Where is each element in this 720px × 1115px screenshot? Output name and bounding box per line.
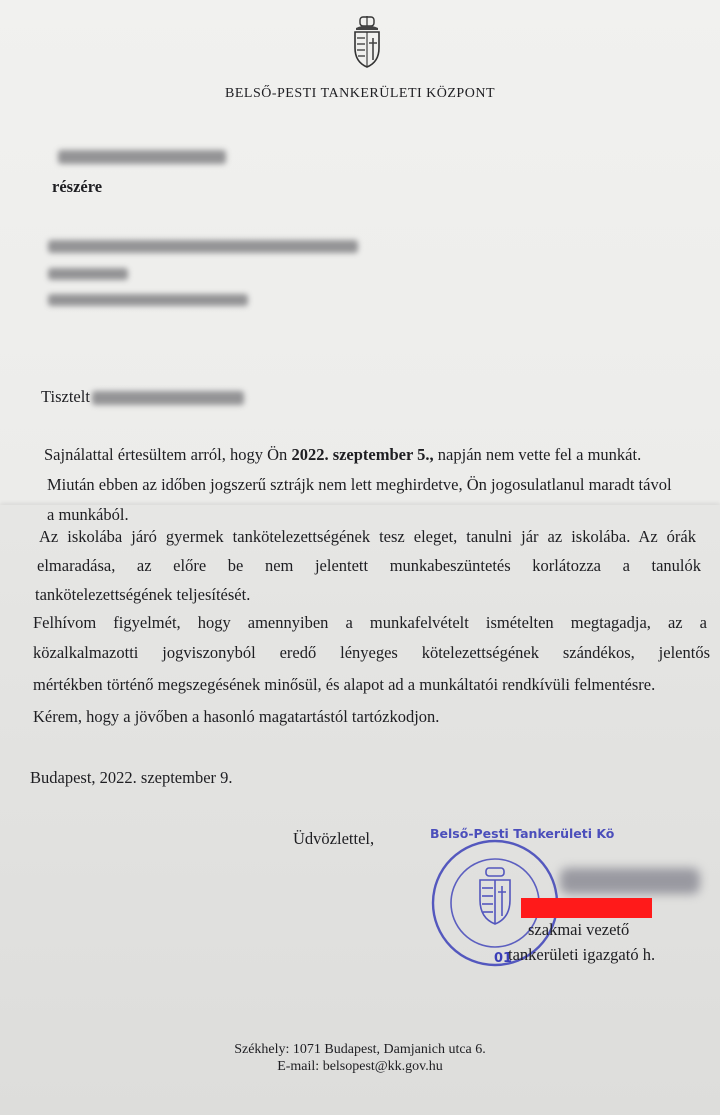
body-p4: Kérem, hogy a jövőben a hasonló magatartástól tartózkodjon. — [33, 707, 440, 726]
stamp-crest-icon — [480, 868, 510, 924]
body-p2-line2: elmaradása, az előre be nem jelentett munkabeszüntetés korlátozza a tanulók — [37, 556, 701, 575]
coat-of-arms-icon — [350, 16, 384, 68]
signer-title-line1: szakmai vezető — [528, 920, 630, 939]
addressee-name-redacted — [92, 391, 244, 405]
for-label: részére — [52, 177, 103, 196]
p1-text: Sajnálattal értesültem arról, hogy Ön — [44, 445, 288, 464]
strike-date: 2022. szeptember 5., — [291, 445, 434, 464]
stamp-number: 01 — [494, 951, 513, 966]
body-p3-line2: közalkalmazotti jogviszonyból eredő lényeges kötelezettségének szándékos, jelentős — [33, 643, 710, 662]
body-p1-line1 — [44, 445, 641, 465]
body-p3-line3: mértékben történő megszegésének minősül, és alapot ad a munkáltatói rendkívüli felmentésre. — [33, 675, 656, 694]
office-name: BELSŐ-PESTI TANKERÜLETI KÖZPONT — [225, 86, 495, 101]
body-p3-line1: Felhívom figyelmét, hogy amennyiben a munkafelvételt ismételten megtagadja, az a — [33, 613, 707, 632]
p1-text: napján nem vette fel a munkát. — [437, 445, 642, 464]
signer-name-redaction — [521, 898, 652, 918]
signer-title-line2: tankerületi igazgató h. — [508, 945, 656, 964]
body-p1-line3: a munkából. — [47, 505, 129, 524]
recipient-name-redacted — [58, 150, 226, 164]
salutation: Tisztelt — [41, 387, 90, 406]
footer-address: Székhely: 1071 Budapest, Damjanich utca 6. — [234, 1042, 486, 1057]
body-p2-line3: tankötelezettségének teljesítését. — [35, 585, 251, 604]
closing: Üdvözlettel, — [293, 829, 375, 848]
stamp-ring-text: Belső-Pesti Tankerületi Kö — [430, 826, 615, 841]
date-line: Budapest, 2022. szeptember 9. — [30, 768, 233, 787]
signature-redacted — [560, 868, 700, 894]
address-line-redacted — [48, 240, 358, 253]
address-line-redacted — [48, 294, 248, 306]
footer-email: E-mail: belsopest@kk.gov.hu — [277, 1059, 443, 1074]
address-line-redacted — [48, 268, 128, 280]
body-p1-line2: Miután ebben az időben jogszerű sztrájk nem lett meghirdetve, Ön jogosulatlanul maradt távol — [47, 475, 672, 494]
body-p2-line1: Az iskolába járó gyermek tankötelezettségének tesz eleget, tanulni jár az iskolába. Az órák — [39, 527, 696, 546]
